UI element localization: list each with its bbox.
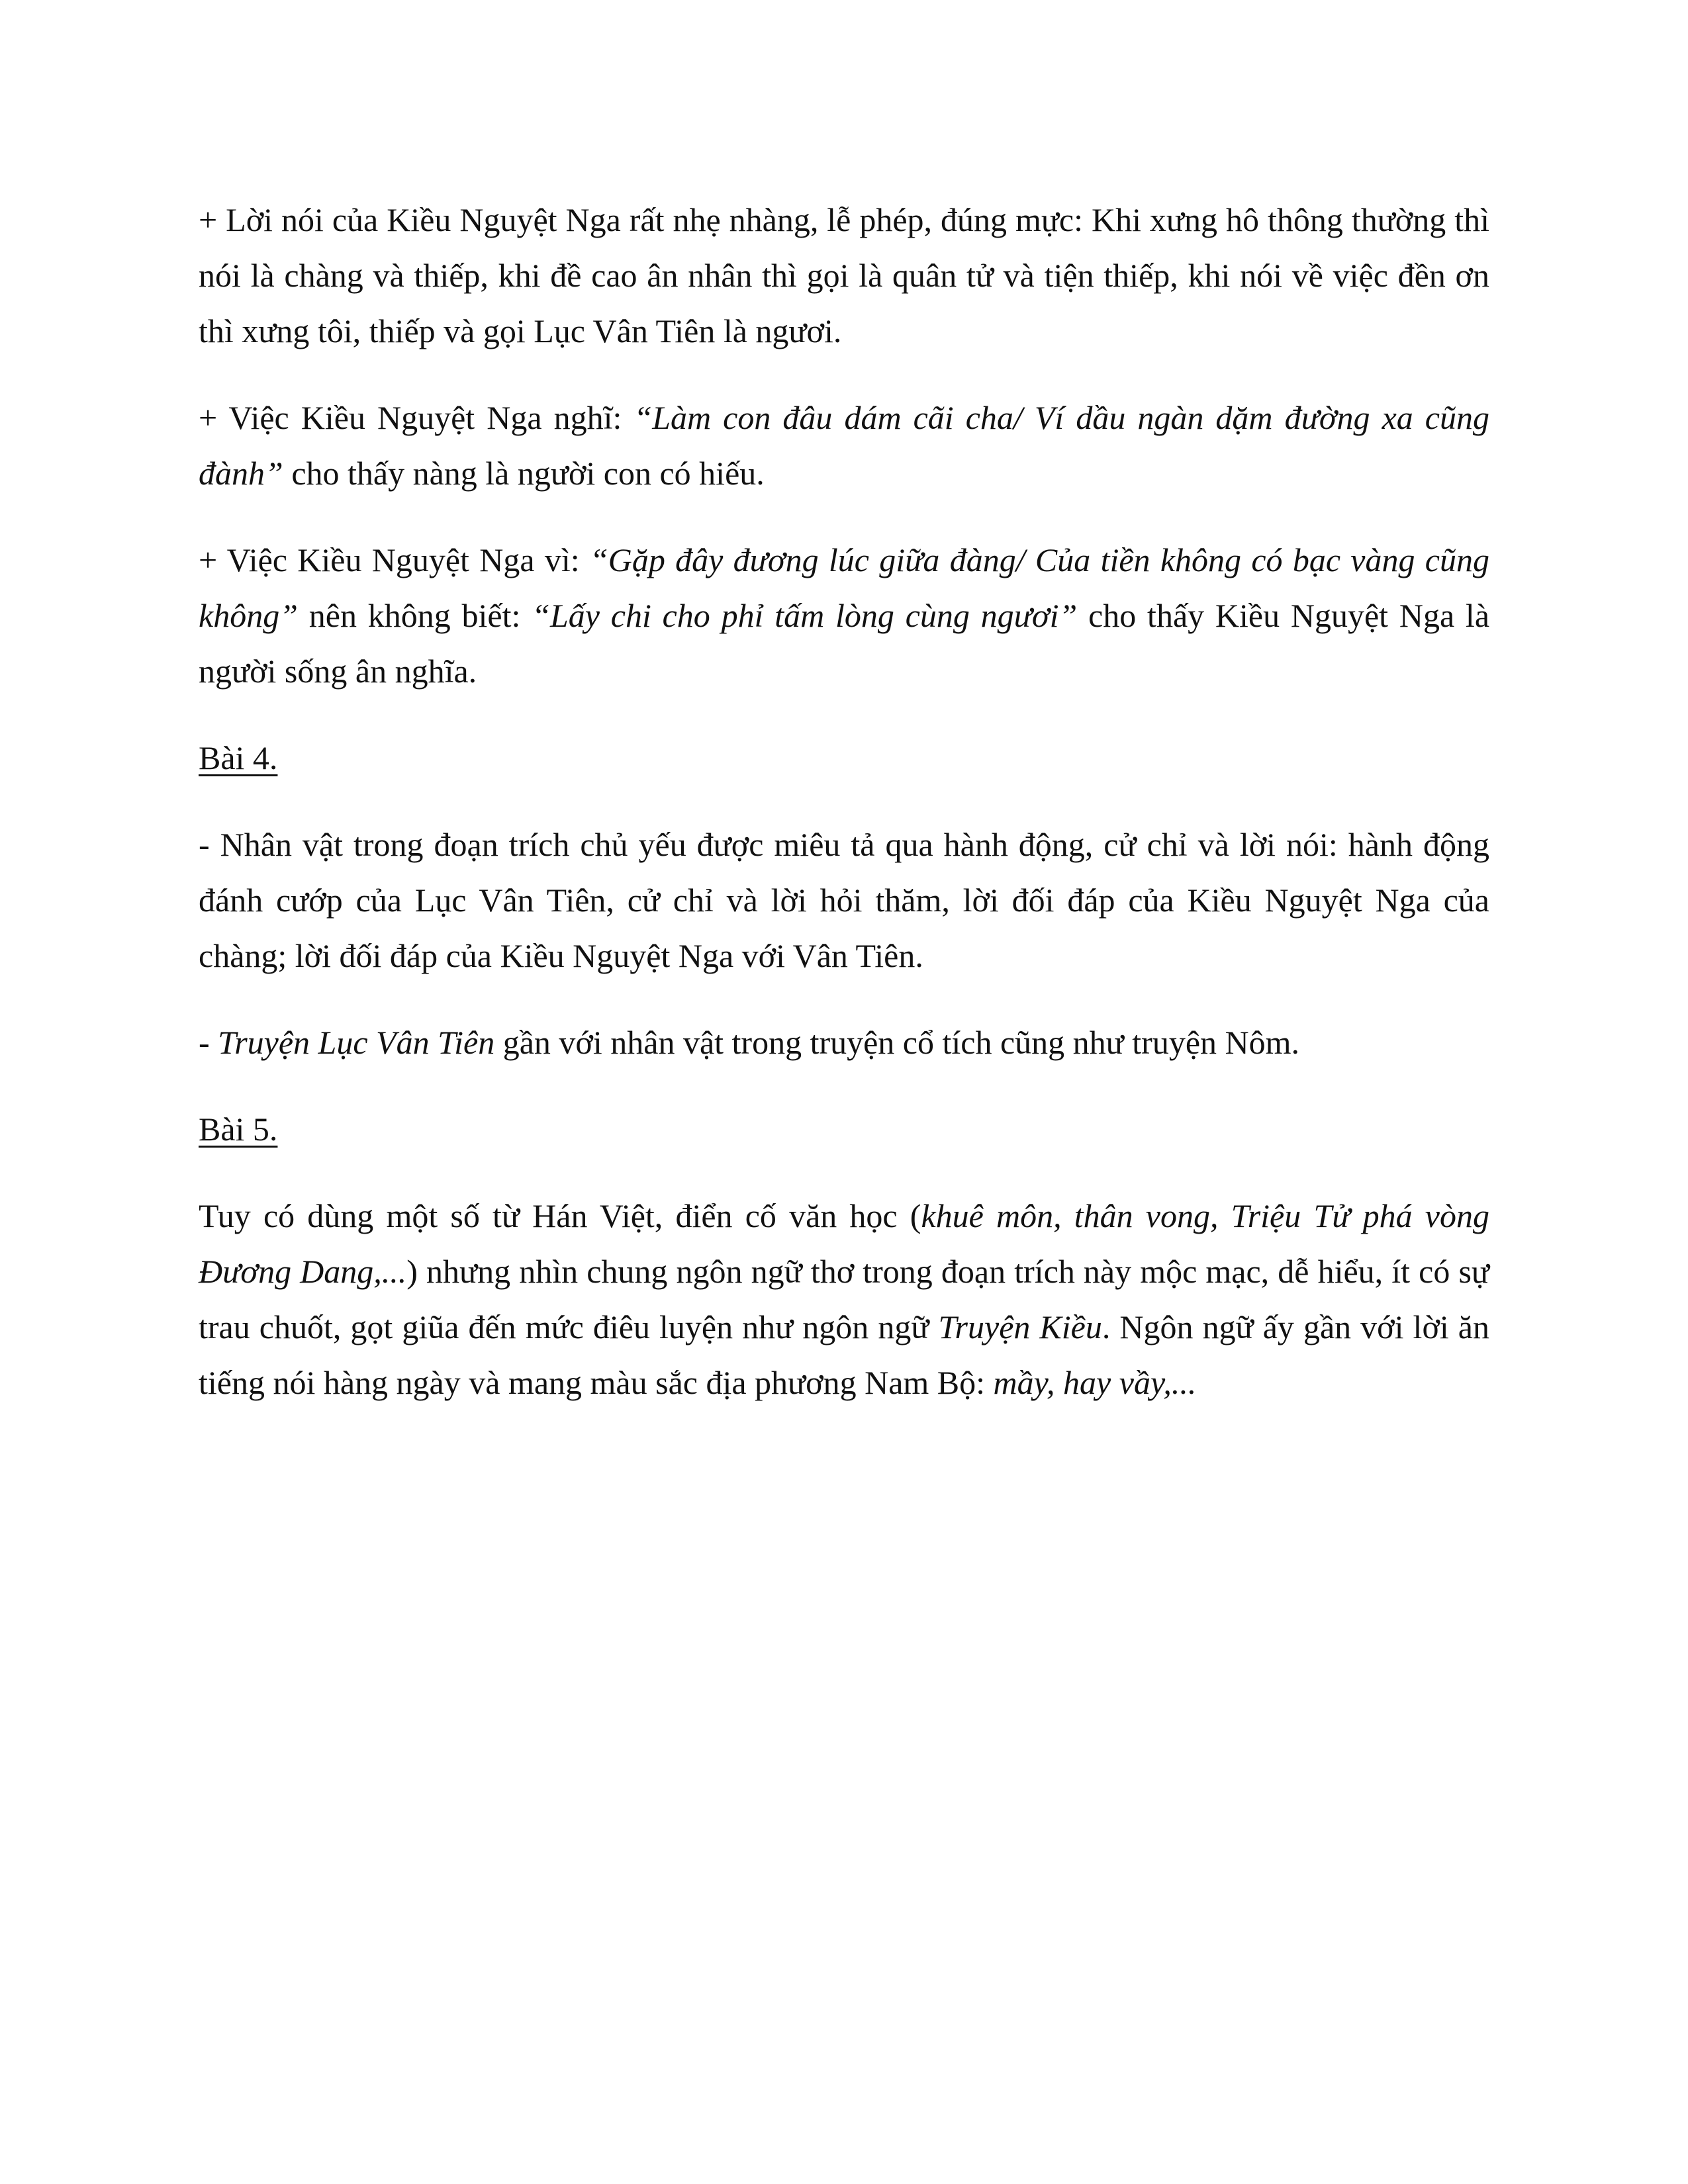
work-title: Truyện Kiều bbox=[938, 1308, 1102, 1345]
paragraph-text: - Nhân vật trong đoạn trích chủ yếu được miêu tả qua hành động, cử chỉ và lời nói: hành động đánh cướp của Lục Vân Tiên, cử chỉ và lời hỏi thăm, lời đối đáp của Kiều Nguyệt Nga của chàng; lời đối đáp của Kiều Nguyệt Nga với Vân Tiên. bbox=[199, 826, 1489, 974]
paragraph-language bbox=[199, 1188, 1489, 1410]
paragraph-text: - bbox=[199, 1024, 218, 1061]
paragraph-text: ) nhưng nhìn chung ngôn ngữ thơ trong đoạn trích này mộc mạc, dễ hiểu, ít có sự trau chuốt, gọt giũa đến mức điêu luyện như ngôn ngữ bbox=[199, 1253, 1489, 1345]
dialect-examples: mầy, hay vầy,... bbox=[993, 1364, 1197, 1401]
paragraph-filial-piety bbox=[199, 390, 1489, 501]
paragraph-text: gần với nhân vật trong truyện cổ tích cũng như truyện Nôm. bbox=[494, 1024, 1300, 1061]
paragraph-text: + Việc Kiều Nguyệt Nga nghĩ: bbox=[199, 399, 634, 436]
poem-quote: “Lấy chi cho phỉ tấm lòng cùng ngươi” bbox=[532, 597, 1078, 634]
paragraph-text: + Việc Kiều Nguyệt Nga vì: bbox=[199, 541, 590, 578]
work-title: Truyện Lục Vân Tiên bbox=[218, 1024, 495, 1061]
paragraph-text: . Ngôn ngữ ấy gần với lời ăn tiếng nói hàng ngày và mang màu sắc địa phương Nam Bộ: bbox=[199, 1308, 1490, 1401]
section-heading-bai-5: Bài 5. bbox=[199, 1111, 278, 1148]
paragraph-text: cho thấy nàng là người con có hiếu. bbox=[283, 455, 765, 492]
paragraph-text: nên không biết: bbox=[298, 597, 532, 634]
paragraph-text: + Lời nói của Kiều Nguyệt Nga rất nhẹ nhàng, lễ phép, đúng mực: Khi xưng hô thông thường thì nói là chàng và thiếp, khi đề cao ân nhân thì gọi là quân tử và tiện thiếp, khi nói về việc đền ơn thì xưng tôi, thiếp và gọi Lục Vân Tiên là ngươi. bbox=[199, 201, 1489, 349]
paragraph-story-comparison bbox=[199, 1015, 1489, 1070]
paragraph-text: cho thấy Kiều Nguyệt Nga là người sống ân nghĩa. bbox=[199, 597, 1490, 690]
poem-quote: “Làm con đâu dám cãi cha/ Ví dầu ngàn dặm đường xa cũng đành” bbox=[199, 399, 1489, 492]
poem-quote: “Gặp đây đương lúc giữa đàng/ Của tiền không có bạc vàng cũng không” bbox=[199, 541, 1489, 634]
document-page bbox=[199, 192, 1489, 1441]
literary-terms: khuê môn, thân vong, Triệu Tử phá vòng Đương Dang,... bbox=[199, 1197, 1489, 1290]
paragraph-character-portrayal bbox=[199, 817, 1489, 983]
section-heading-bai-4: Bài 4. bbox=[199, 739, 278, 776]
paragraph-kieu-speech bbox=[199, 192, 1489, 359]
paragraph-text: Tuy có dùng một số từ Hán Việt, điển cố văn học ( bbox=[199, 1197, 921, 1234]
paragraph-gratitude bbox=[199, 532, 1489, 699]
